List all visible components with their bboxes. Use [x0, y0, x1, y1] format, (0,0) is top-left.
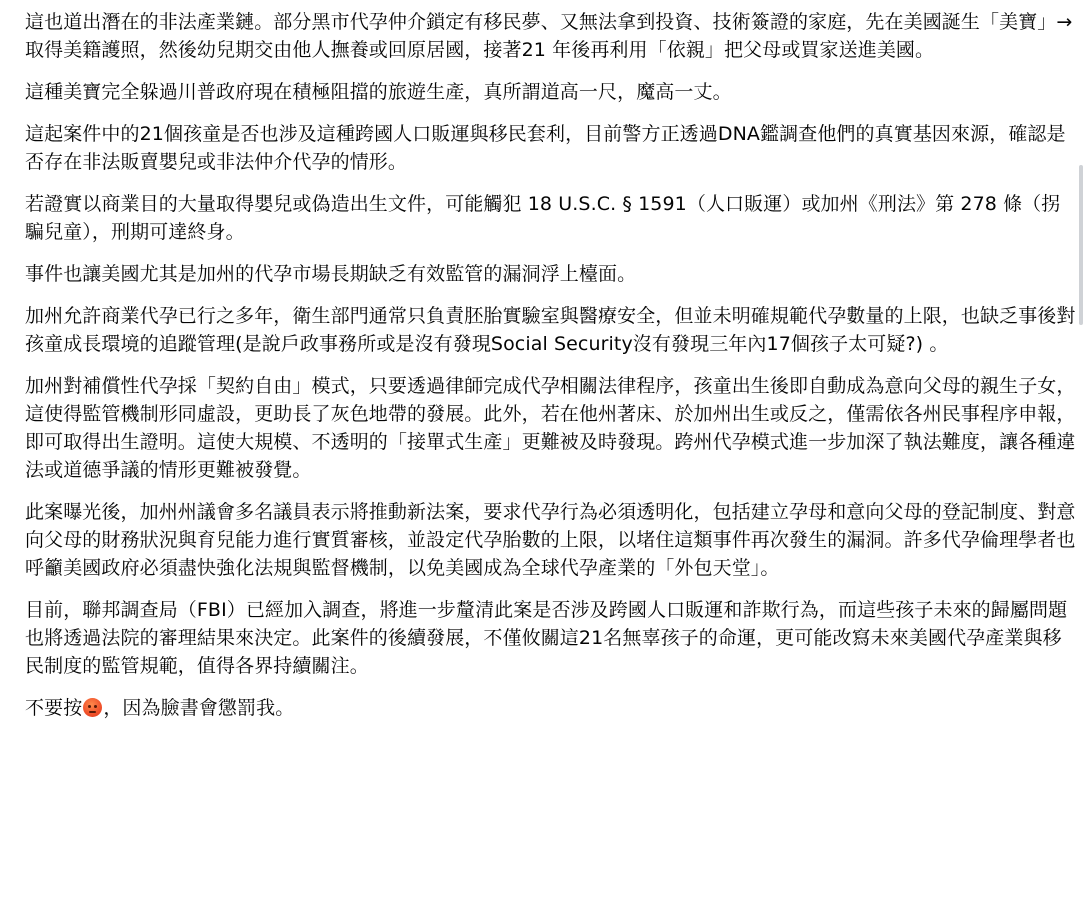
post-body [25, 8, 1077, 722]
post-paragraph: 此案曝光後，加州州議會多名議員表示將推動新法案，要求代孕行為必須透明化，包括建立孕母和意向父母的登記制度、對意向父母的財務狀況與育兒能力進行實質審核，並設定代孕胎數的上限，以堵住這類事件再次發生的漏洞。許多代孕倫理學者也呼籲美國政府必須盡快強化法規與監督機制，以免美國成為全球代孕產業的「外包天堂」。 [25, 501, 1076, 579]
post-paragraph: 加州允許商業代孕已行之多年，衛生部門通常只負責胚胎實驗室與醫療安全，但並未明確規範代孕數量的上限，也缺乏事後對孩童成長環境的追蹤管理(是說戶政事務所或是沒有發現Social Security沒有發現三年內17個孩子太可疑?) 。 [25, 305, 1076, 355]
post-paragraph: 加州對補償性代孕採「契約自由」模式，只要透過律師完成代孕相關法律程序，孩童出生後即自動成為意向父母的親生子女，這使得監管機制形同虛設，更助長了灰色地帶的發展。此外，若在他州著床、於加州出生或反之，僅需依各州民事程序申報，即可取得出生證明。這使大規模、不透明的「接單式生產」更難被及時發現。跨州代孕模式進一步加深了執法難度，讓各種違法或道德爭議的情形更難被發覺。 [25, 375, 1076, 481]
post-paragraph: 這起案件中的21個孩童是否也涉及這種跨國人口販運與移民套利，目前警方正透過DNA鑑調查他們的真實基因來源，確認是否存在非法販賣嬰兒或非法仲介代孕的情形。 [25, 123, 1066, 173]
angry-face-icon [83, 698, 102, 717]
scrollbar-thumb[interactable] [1079, 165, 1083, 325]
post-paragraph: 事件也讓美國尤其是加州的代孕市場長期缺乏有效監管的漏洞浮上檯面。 [25, 263, 637, 285]
closing-line [25, 694, 1077, 722]
post-paragraph: 若證實以商業目的大量取得嬰兒或偽造出生文件，可能觸犯 18 U.S.C. § 1591（人口販運）或加州《刑法》第 278 條（拐騙兒童），刑期可達終身。 [25, 193, 1061, 243]
post-paragraph: 這也道出潛在的非法產業鏈。部分黑市代孕仲介鎖定有移民夢、又無法拿到投資、技術簽證的家庭，先在美國誕生「美寶」→取得美籍護照，然後幼兒期交由他人撫養或回原居國，接著21 年後再利用「依親」把父母或買家送進美國。 [25, 11, 1073, 61]
post-paragraph: 目前，聯邦調查局（FBI）已經加入調查，將進一步釐清此案是否涉及跨國人口販運和詐欺行為，而這些孩子未來的歸屬問題也將透過法院的審理結果來決定。此案件的後續發展，不僅攸關這21名無辜孩子的命運，更可能改寫未來美國代孕產業與移民制度的監管規範，值得各界持續關注。 [25, 599, 1068, 677]
closing-text-before: 不要按 [25, 697, 83, 719]
post-paragraph: 這種美寶完全躲過川普政府現在積極阻擋的旅遊生產，真所謂道高一尺，魔高一丈。 [25, 81, 732, 103]
closing-text-after: ，因為臉書會懲罰我。 [103, 697, 295, 719]
